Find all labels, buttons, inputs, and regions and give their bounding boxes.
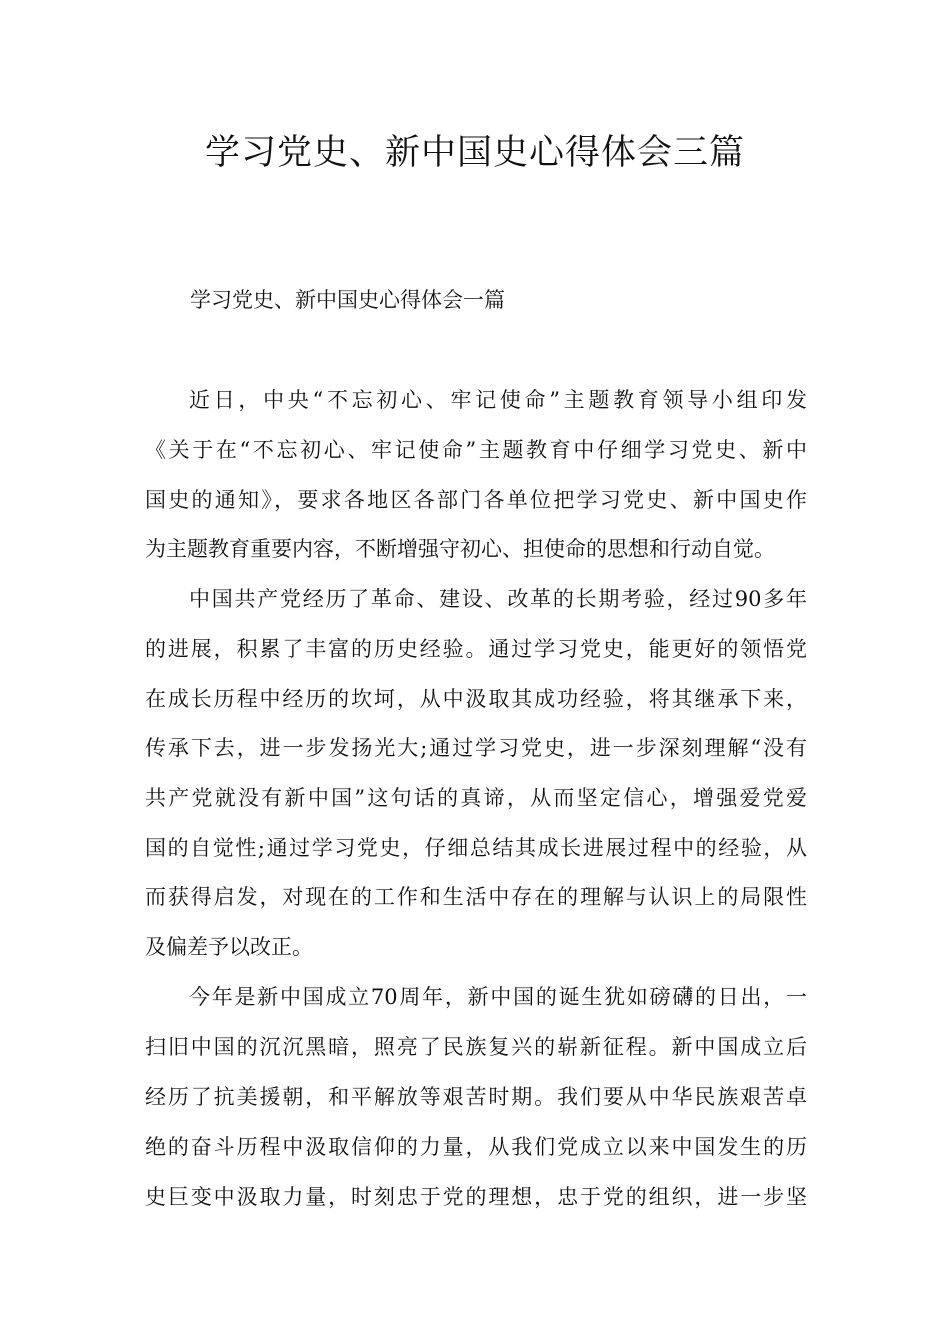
paragraph-3-line-2: 扫旧中国的沉沉黑暗，照亮了民族复兴的崭新征程。新中国成立后 xyxy=(145,1035,807,1059)
paragraph-1-line-1: 近日，中央“不忘初心、牢记使命”主题教育领导小组印发 xyxy=(189,388,807,412)
paragraph-2-line-7: 而获得启发，对现在的工作和生活中存在的理解与认识上的局限性 xyxy=(145,885,807,909)
document-title: 学习党史、新中国史心得体会三篇 xyxy=(204,133,745,173)
paragraph-2-line-2: 的进展，积累了丰富的历史经验。通过学习党史，能更好的领悟党 xyxy=(145,637,807,661)
paragraph-3-line-4: 绝的奋斗历程中汲取信仰的力量，从我们党成立以来中国发生的历 xyxy=(145,1135,807,1159)
paragraph-1-line-4: 为主题教育重要内容，不断增强守初心、担使命的思想和行动自觉。 xyxy=(145,537,775,561)
section-subtitle: 学习党史、新中国史心得体会一篇 xyxy=(190,288,505,312)
paragraph-3-line-5: 史巨变中汲取力量，时刻忠于党的理想，忠于党的组织，进一步坚 xyxy=(145,1185,807,1209)
paragraph-2-line-1: 中国共产党经历了革命、建设、改革的长期考验，经过90多年 xyxy=(189,587,807,611)
paragraph-2-line-6: 国的自觉性;通过学习党史，仔细总结其成长进展过程中的经验，从 xyxy=(145,836,807,860)
paragraph-2-line-3: 在成长历程中经历的坎坷，从中汲取其成功经验，将其继承下来， xyxy=(145,687,807,711)
paragraph-3-line-3: 经历了抗美援朝，和平解放等艰苦时期。我们要从中华民族艰苦卓 xyxy=(145,1085,807,1109)
paragraph-2-line-8: 及偏差予以改正。 xyxy=(145,935,313,959)
paragraph-3-line-1: 今年是新中国成立70周年，新中国的诞生犹如磅礴的日出，一 xyxy=(189,985,807,1009)
paragraph-2-line-4: 传承下去，进一步发扬光大;通过学习党史，进一步深刻理解“没有 xyxy=(145,736,807,760)
paragraph-1-line-3: 国史的通知》，要求各地区各部门各单位把学习党史、新中国史作 xyxy=(145,488,807,512)
paragraph-1-line-2: 《关于在“不忘初心、牢记使命”主题教育中仔细学习党史、新中 xyxy=(145,438,807,462)
paragraph-2-line-5: 共产党就没有新中国”这句话的真谛，从而坚定信心，增强爱党爱 xyxy=(145,786,807,810)
